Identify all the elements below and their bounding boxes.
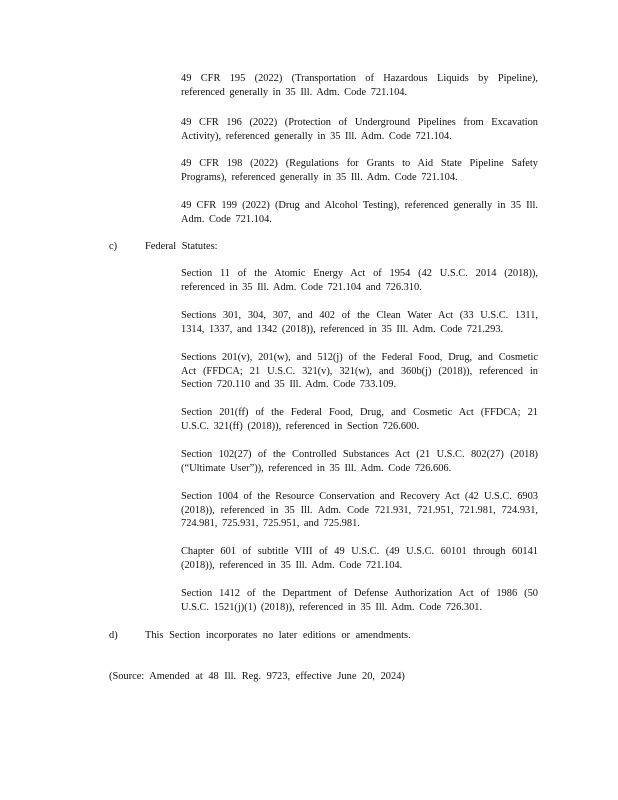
section-c-marker: c) xyxy=(109,241,118,252)
section-c-heading: Federal Statutes: xyxy=(145,241,218,252)
statute-item-dod-authorization: Section 1412 of the Department of Defense Authorization Act of 1986 (50 U.S.C. 1521(j)(1) (2018)), referenced in 35 Ill. Adm. Code 726.301. xyxy=(181,588,538,613)
statute-item-controlled-substances: Section 102(27) of the Controlled Substances Act (21 U.S.C. 802(27) (2018) (“Ultimate User”)), referenced in 35 Ill. Adm. Code 726.606. xyxy=(181,449,538,474)
statute-item-atomic-energy: Section 11 of the Atomic Energy Act of 1954 (42 U.S.C. 2014 (2018)), referenced in 35 Ill. Adm. Code 721.104 and 726.310. xyxy=(181,268,538,293)
section-d-marker: d) xyxy=(109,630,118,641)
statute-item-ffdca-201ff: Section 201(ff) of the Federal Food, Drug, and Cosmetic Act (FFDCA; 21 U.S.C. 321(ff) (2018)), referenced in Section 726.600. xyxy=(181,407,538,432)
statute-item-ffdca-201v: Sections 201(v), 201(w), and 512(j) of the Federal Food, Drug, and Cosmetic Act (FFDCA; 21 U.S.C. 321(v), 321(w), and 360b(j) (2018)), referenced in Section 720.110 and 35 Ill. Adm. Code 733.109. xyxy=(181,352,538,390)
source-note: (Source: Amended at 48 Ill. Reg. 9723, effective June 20, 2024) xyxy=(109,671,405,682)
cfr-item-199: 49 CFR 199 (2022) (Drug and Alcohol Testing), referenced generally in 35 Ill. Adm. Code 721.104. xyxy=(181,200,538,225)
statute-item-clean-water: Sections 301, 304, 307, and 402 of the Clean Water Act (33 U.S.C. 1311, 1314, 1337, and 1342 (2018)), referenced in 35 Ill. Adm. Code 721.293. xyxy=(181,310,538,335)
section-d-text: This Section incorporates no later editions or amendments. xyxy=(145,630,411,641)
cfr-item-196: 49 CFR 196 (2022) (Protection of Underground Pipelines from Excavation Activity), referenced generally in 35 Ill. Adm. Code 721.104. xyxy=(181,117,538,142)
cfr-item-198: 49 CFR 198 (2022) (Regulations for Grants to Aid State Pipeline Safety Programs), referenced generally in 35 Ill. Adm. Code 721.104. xyxy=(181,158,538,183)
statute-item-rcra: Section 1004 of the Resource Conservation and Recovery Act (42 U.S.C. 6903 (2018)), referenced in 35 Ill. Adm. Code 721.931, 721.951, 721.981, 724.931, 724.981, 725.931, 725.951, and 725.981. xyxy=(181,491,538,529)
statute-item-chapter-601: Chapter 601 of subtitle VIII of 49 U.S.C. (49 U.S.C. 60101 through 60141 (2018)), referenced in 35 Ill. Adm. Code 721.104. xyxy=(181,546,538,571)
cfr-item-195: 49 CFR 195 (2022) (Transportation of Hazardous Liquids by Pipeline), referenced generally in 35 Ill. Adm. Code 721.104. xyxy=(181,73,538,98)
